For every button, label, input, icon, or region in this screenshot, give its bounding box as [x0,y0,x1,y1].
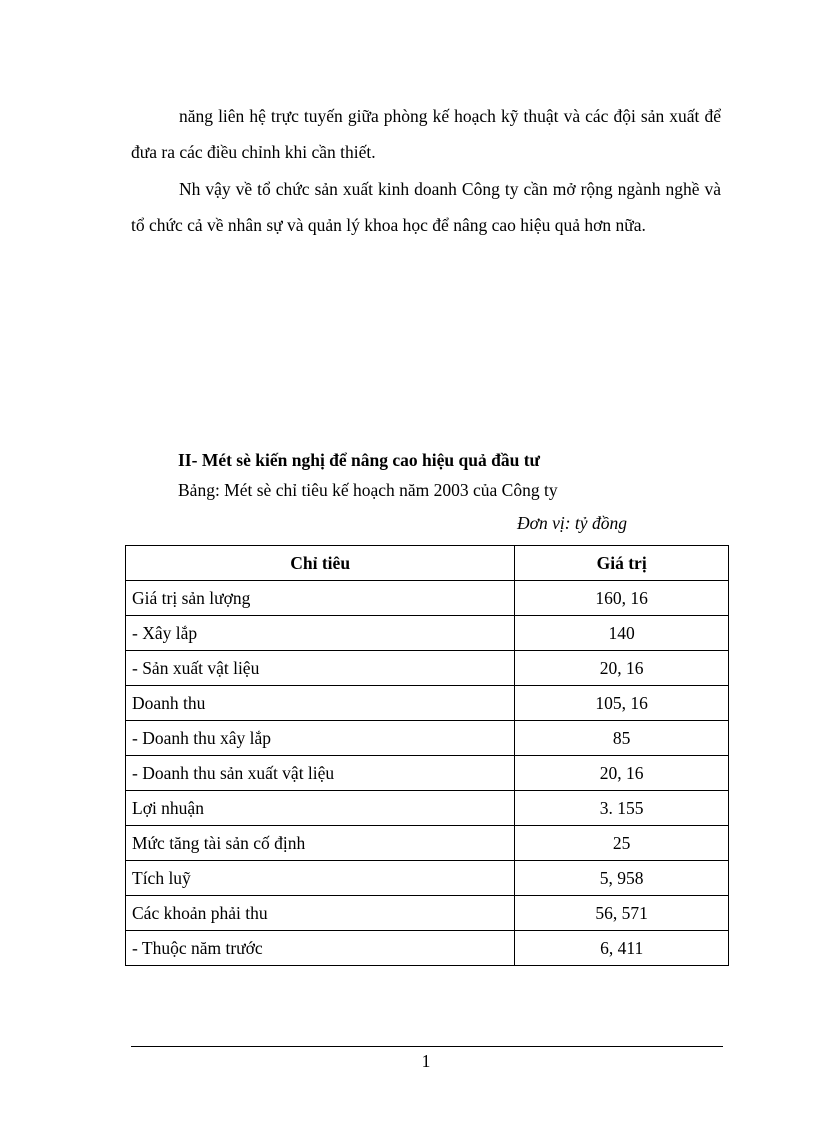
unit-note: Đơn vị: tỷ đồng [517,513,627,533]
header-indicator: Chỉ tiêu [126,546,515,581]
footer-divider [131,1046,723,1047]
row-indicator: Giá trị sản lượng [126,581,515,616]
table-caption: Bảng: Mét sè chỉ tiêu kế hoạch năm 2003 của Công ty [178,480,558,500]
row-value: 140 [515,616,729,651]
table-row [126,616,729,651]
section-heading: II- Mét sè kiến nghị để nâng cao hiệu quả đầu tư [178,450,541,470]
table-row [126,861,729,896]
body-paragraph-2: Nh vậy về tổ chức sản xuất kinh doanh Công ty cần mở rộng ngành nghề và tổ chức cả về nhân sự và quản lý khoa học để nâng cao hiệu quả hơn nữa. [131,179,721,235]
plan-indicators-table [125,545,729,966]
table-row [126,826,729,861]
row-indicator: Tích luỹ [126,861,515,896]
row-value: 5, 958 [515,861,729,896]
row-indicator: Doanh thu [126,686,515,721]
row-value: 20, 16 [515,651,729,686]
table-row [126,756,729,791]
row-value: 85 [515,721,729,756]
row-indicator: - Doanh thu sản xuất vật liệu [126,756,515,791]
row-value: 20, 16 [515,756,729,791]
row-indicator: - Thuộc năm trước [126,931,515,966]
row-indicator: Mức tăng tài sản cố định [126,826,515,861]
table-row [126,651,729,686]
row-indicator: - Doanh thu xây lắp [126,721,515,756]
row-value: 3. 155 [515,791,729,826]
row-value: 160, 16 [515,581,729,616]
row-value: 56, 571 [515,896,729,931]
row-indicator: - Xây lắp [126,616,515,651]
row-value: 105, 16 [515,686,729,721]
row-indicator: Các khoản phải thu [126,896,515,931]
table-row [126,896,729,931]
table-row [126,931,729,966]
table-row [126,581,729,616]
row-value: 6, 411 [515,931,729,966]
row-value: 25 [515,826,729,861]
body-paragraph-1: năng liên hệ trực tuyến giữa phòng kế hoạch kỹ thuật và các đội sản xuất để đưa ra các điều chỉnh khi cần thiết. [131,106,721,162]
page-number: 1 [421,1051,431,1071]
header-value: Giá trị [515,546,729,581]
table-row [126,791,729,826]
table-header-row [126,546,729,581]
table-row [126,686,729,721]
table-row [126,721,729,756]
row-indicator: Lợi nhuận [126,791,515,826]
row-indicator: - Sản xuất vật liệu [126,651,515,686]
